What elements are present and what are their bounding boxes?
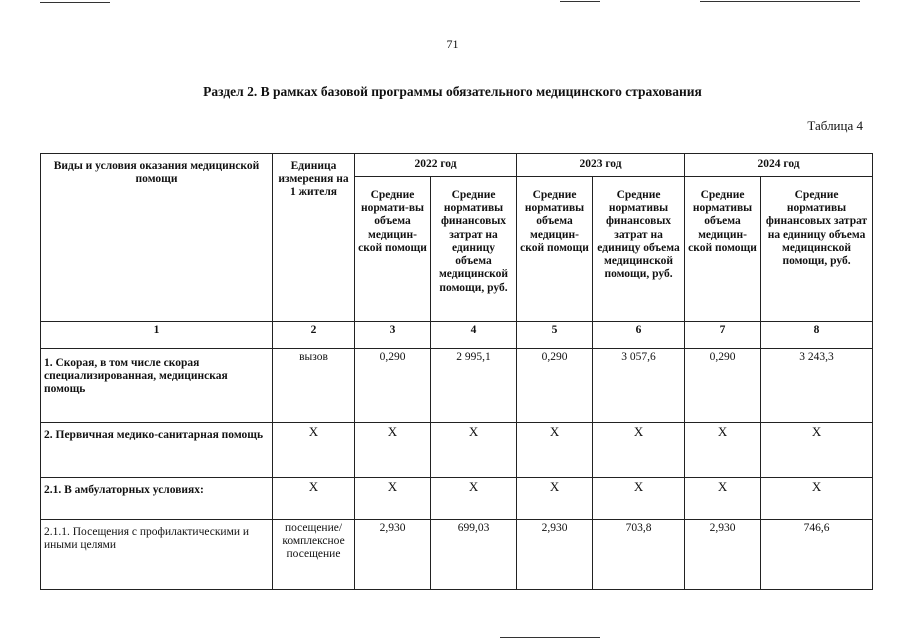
table-row <box>41 423 873 478</box>
row-value: X <box>593 478 685 520</box>
row-value: 2 995,1 <box>431 349 517 423</box>
column-number: 8 <box>761 322 873 349</box>
row-value: 0,290 <box>517 349 593 423</box>
table-row <box>41 478 873 520</box>
row-value: 3 057,6 <box>593 349 685 423</box>
row-name: 1. Скорая, в том числе скорая специализированная, медицинская помощь <box>41 349 273 423</box>
row-name: 2.1.1. Посещения с профилактическими и иными целями <box>41 520 273 590</box>
header-year-2023: 2023 год <box>517 154 685 177</box>
row-value: 2,930 <box>355 520 431 590</box>
row-name: 2. Первичная медико-санитарная помощь <box>41 423 273 478</box>
row-value: X <box>517 423 593 478</box>
row-value: 3 243,3 <box>761 349 873 423</box>
header-cost-2023: Средние нормативы финансовых затрат на единицу объема медицинской помощи, руб. <box>593 177 685 322</box>
scan-artifact <box>500 637 600 638</box>
scan-artifact <box>40 2 110 3</box>
row-value: X <box>517 478 593 520</box>
column-number: 1 <box>41 322 273 349</box>
scan-artifact <box>560 1 600 2</box>
row-value: 2,930 <box>685 520 761 590</box>
column-number: 4 <box>431 322 517 349</box>
norms-table <box>40 153 873 590</box>
row-name: 2.1. В амбулаторных условиях: <box>41 478 273 520</box>
scan-artifact <box>700 1 860 2</box>
header-year-2024: 2024 год <box>685 154 873 177</box>
column-number: 5 <box>517 322 593 349</box>
column-number-row <box>41 322 873 349</box>
row-value: 0,290 <box>685 349 761 423</box>
header-cost-2024: Средние нормативы финансовых затрат на единицу объема медицинской помощи, руб. <box>761 177 873 322</box>
header-volume-2022: Средние нормати-вы объема медицин-ской помощи <box>355 177 431 322</box>
table-row <box>41 349 873 423</box>
row-unit: посещение/ комплексное посещение <box>273 520 355 590</box>
row-value: X <box>431 478 517 520</box>
header-kinds: Виды и условия оказания медицинской помощи <box>41 154 273 322</box>
column-number: 7 <box>685 322 761 349</box>
table-caption: Таблица 4 <box>807 118 863 133</box>
row-unit: X <box>273 423 355 478</box>
row-value: 703,8 <box>593 520 685 590</box>
column-number: 6 <box>593 322 685 349</box>
page-number: 71 <box>446 37 459 51</box>
row-value: X <box>685 478 761 520</box>
row-value: X <box>431 423 517 478</box>
row-value: 746,6 <box>761 520 873 590</box>
row-unit: X <box>273 478 355 520</box>
header-cost-2022: Средние нормативы финансовых затрат на единицу объема медицинской помощи, руб. <box>431 177 517 322</box>
row-unit: вызов <box>273 349 355 423</box>
row-value: X <box>355 423 431 478</box>
header-unit: Единица измерения на 1 жителя <box>273 154 355 322</box>
section-title: Раздел 2. В рамках базовой программы обязательного медицинского страхования <box>203 84 702 99</box>
row-value: X <box>761 423 873 478</box>
table-row <box>41 520 873 590</box>
row-value: X <box>685 423 761 478</box>
row-value: X <box>593 423 685 478</box>
row-value: 0,290 <box>355 349 431 423</box>
row-value: 2,930 <box>517 520 593 590</box>
header-volume-2023: Средние нормативы объема медицин-ской помощи <box>517 177 593 322</box>
header-year-2022: 2022 год <box>355 154 517 177</box>
row-value: X <box>761 478 873 520</box>
row-value: X <box>355 478 431 520</box>
row-value: 699,03 <box>431 520 517 590</box>
header-volume-2024: Средние нормативы объема медицин-ской помощи <box>685 177 761 322</box>
column-number: 3 <box>355 322 431 349</box>
column-number: 2 <box>273 322 355 349</box>
